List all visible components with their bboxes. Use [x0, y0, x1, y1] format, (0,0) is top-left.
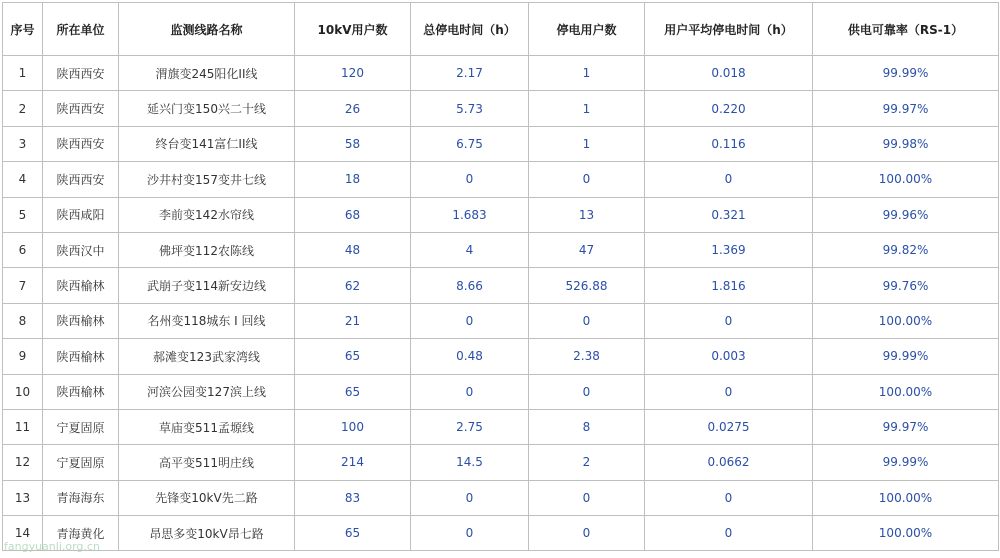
- cell-reliability: 100.00%: [813, 162, 999, 197]
- cell-avg-outage-time: 0: [645, 162, 813, 197]
- cell-total-outage-time: 0.48: [411, 339, 529, 374]
- cell-avg-outage-time: 0: [645, 516, 813, 551]
- cell-line-name: 渭旗变245阳化II线: [119, 56, 295, 91]
- cell-unit: 陕西西安: [43, 162, 119, 197]
- cell-outage-users: 2.38: [529, 339, 645, 374]
- cell-total-outage-time: 0: [411, 374, 529, 409]
- cell-10kv-users: 65: [295, 339, 411, 374]
- header-index: 序号: [3, 3, 43, 56]
- cell-index: 14: [3, 516, 43, 551]
- cell-outage-users: 8: [529, 409, 645, 444]
- cell-avg-outage-time: 0.018: [645, 56, 813, 91]
- cell-outage-users: 526.88: [529, 268, 645, 303]
- cell-line-name: 昂思多变10kV昂七路: [119, 516, 295, 551]
- cell-avg-outage-time: 0: [645, 303, 813, 338]
- cell-avg-outage-time: 0.003: [645, 339, 813, 374]
- cell-reliability: 99.98%: [813, 126, 999, 161]
- table-row: [3, 197, 999, 232]
- cell-avg-outage-time: 0.0275: [645, 409, 813, 444]
- cell-10kv-users: 21: [295, 303, 411, 338]
- cell-reliability: 100.00%: [813, 303, 999, 338]
- cell-outage-users: 0: [529, 162, 645, 197]
- table-row: [3, 409, 999, 444]
- cell-outage-users: 47: [529, 232, 645, 267]
- cell-avg-outage-time: 1.369: [645, 232, 813, 267]
- cell-line-name: 高平变511明庄线: [119, 445, 295, 480]
- cell-total-outage-time: 2.17: [411, 56, 529, 91]
- cell-unit: 青海黄化: [43, 516, 119, 551]
- cell-10kv-users: 18: [295, 162, 411, 197]
- cell-reliability: 100.00%: [813, 480, 999, 515]
- cell-total-outage-time: 6.75: [411, 126, 529, 161]
- cell-unit: 青海海东: [43, 480, 119, 515]
- header-line-name: 监测线路名称: [119, 3, 295, 56]
- table-row: [3, 303, 999, 338]
- cell-unit: 陕西榆林: [43, 374, 119, 409]
- cell-10kv-users: 26: [295, 91, 411, 126]
- cell-line-name: 佛坪变112农陈线: [119, 232, 295, 267]
- cell-unit: 陕西西安: [43, 56, 119, 91]
- cell-index: 5: [3, 197, 43, 232]
- cell-total-outage-time: 0: [411, 303, 529, 338]
- table-row: [3, 268, 999, 303]
- cell-index: 11: [3, 409, 43, 444]
- cell-10kv-users: 83: [295, 480, 411, 515]
- table-row: [3, 56, 999, 91]
- cell-reliability: 100.00%: [813, 374, 999, 409]
- header-10kv-users: 10kV用户数: [295, 3, 411, 56]
- cell-reliability: 99.97%: [813, 91, 999, 126]
- cell-avg-outage-time: 0.321: [645, 197, 813, 232]
- cell-outage-users: 0: [529, 374, 645, 409]
- header-total-outage-time: 总停电时间（h）: [411, 3, 529, 56]
- cell-reliability: 99.99%: [813, 445, 999, 480]
- cell-outage-users: 1: [529, 91, 645, 126]
- table-row: [3, 480, 999, 515]
- table-row: [3, 339, 999, 374]
- table-row: [3, 126, 999, 161]
- cell-total-outage-time: 5.73: [411, 91, 529, 126]
- cell-outage-users: 2: [529, 445, 645, 480]
- cell-10kv-users: 120: [295, 56, 411, 91]
- cell-index: 2: [3, 91, 43, 126]
- cell-reliability: 99.97%: [813, 409, 999, 444]
- cell-reliability: 100.00%: [813, 516, 999, 551]
- cell-line-name: 李前变142水帘线: [119, 197, 295, 232]
- cell-avg-outage-time: 0.220: [645, 91, 813, 126]
- cell-unit: 陕西汉中: [43, 232, 119, 267]
- cell-unit: 陕西榆林: [43, 303, 119, 338]
- cell-total-outage-time: 0: [411, 480, 529, 515]
- cell-outage-users: 1: [529, 126, 645, 161]
- cell-total-outage-time: 0: [411, 516, 529, 551]
- cell-index: 9: [3, 339, 43, 374]
- cell-outage-users: 0: [529, 516, 645, 551]
- cell-avg-outage-time: 0: [645, 374, 813, 409]
- cell-total-outage-time: 2.75: [411, 409, 529, 444]
- cell-index: 4: [3, 162, 43, 197]
- cell-outage-users: 0: [529, 303, 645, 338]
- cell-outage-users: 0: [529, 480, 645, 515]
- cell-index: 1: [3, 56, 43, 91]
- table-row: [3, 374, 999, 409]
- cell-outage-users: 13: [529, 197, 645, 232]
- cell-avg-outage-time: 0.0662: [645, 445, 813, 480]
- cell-total-outage-time: 0: [411, 162, 529, 197]
- watermark: fangyuanli.org.cn: [4, 540, 100, 553]
- cell-total-outage-time: 4: [411, 232, 529, 267]
- cell-unit: 陕西榆林: [43, 339, 119, 374]
- cell-reliability: 99.82%: [813, 232, 999, 267]
- cell-line-name: 草庙变511孟塬线: [119, 409, 295, 444]
- cell-reliability: 99.99%: [813, 339, 999, 374]
- cell-unit: 陕西西安: [43, 126, 119, 161]
- header-avg-outage-time: 用户平均停电时间（h）: [645, 3, 813, 56]
- cell-line-name: 终台变141富仁II线: [119, 126, 295, 161]
- cell-unit: 陕西咸阳: [43, 197, 119, 232]
- cell-index: 10: [3, 374, 43, 409]
- cell-outage-users: 1: [529, 56, 645, 91]
- cell-10kv-users: 58: [295, 126, 411, 161]
- cell-line-name: 郝滩变123武家湾线: [119, 339, 295, 374]
- cell-total-outage-time: 8.66: [411, 268, 529, 303]
- cell-index: 12: [3, 445, 43, 480]
- cell-10kv-users: 214: [295, 445, 411, 480]
- cell-line-name: 延兴门变150兴二十线: [119, 91, 295, 126]
- cell-index: 8: [3, 303, 43, 338]
- cell-reliability: 99.96%: [813, 197, 999, 232]
- cell-10kv-users: 48: [295, 232, 411, 267]
- table-row: [3, 232, 999, 267]
- cell-unit: 宁夏固原: [43, 409, 119, 444]
- header-row: [3, 3, 999, 56]
- cell-line-name: 武崩子变114新安边线: [119, 268, 295, 303]
- cell-10kv-users: 62: [295, 268, 411, 303]
- cell-10kv-users: 65: [295, 516, 411, 551]
- cell-total-outage-time: 1.683: [411, 197, 529, 232]
- cell-unit: 宁夏固原: [43, 445, 119, 480]
- cell-index: 13: [3, 480, 43, 515]
- cell-avg-outage-time: 0.116: [645, 126, 813, 161]
- header-outage-users: 停电用户数: [529, 3, 645, 56]
- header-reliability: 供电可靠率（RS-1）: [813, 3, 999, 56]
- cell-unit: 陕西榆林: [43, 268, 119, 303]
- cell-index: 3: [3, 126, 43, 161]
- table-row: [3, 516, 999, 551]
- cell-avg-outage-time: 0: [645, 480, 813, 515]
- cell-total-outage-time: 14.5: [411, 445, 529, 480]
- table-row: [3, 162, 999, 197]
- header-unit: 所在单位: [43, 3, 119, 56]
- cell-index: 6: [3, 232, 43, 267]
- cell-reliability: 99.76%: [813, 268, 999, 303]
- cell-10kv-users: 68: [295, 197, 411, 232]
- cell-line-name: 沙井村变157变井七线: [119, 162, 295, 197]
- cell-reliability: 99.99%: [813, 56, 999, 91]
- cell-line-name: 河滨公园变127滨上线: [119, 374, 295, 409]
- reliability-table: [2, 2, 999, 551]
- table-row: [3, 91, 999, 126]
- cell-line-name: 名州变118城东 I 回线: [119, 303, 295, 338]
- cell-line-name: 先锋变10kV先二路: [119, 480, 295, 515]
- cell-10kv-users: 65: [295, 374, 411, 409]
- cell-10kv-users: 100: [295, 409, 411, 444]
- cell-index: 7: [3, 268, 43, 303]
- table-row: [3, 445, 999, 480]
- cell-unit: 陕西西安: [43, 91, 119, 126]
- cell-avg-outage-time: 1.816: [645, 268, 813, 303]
